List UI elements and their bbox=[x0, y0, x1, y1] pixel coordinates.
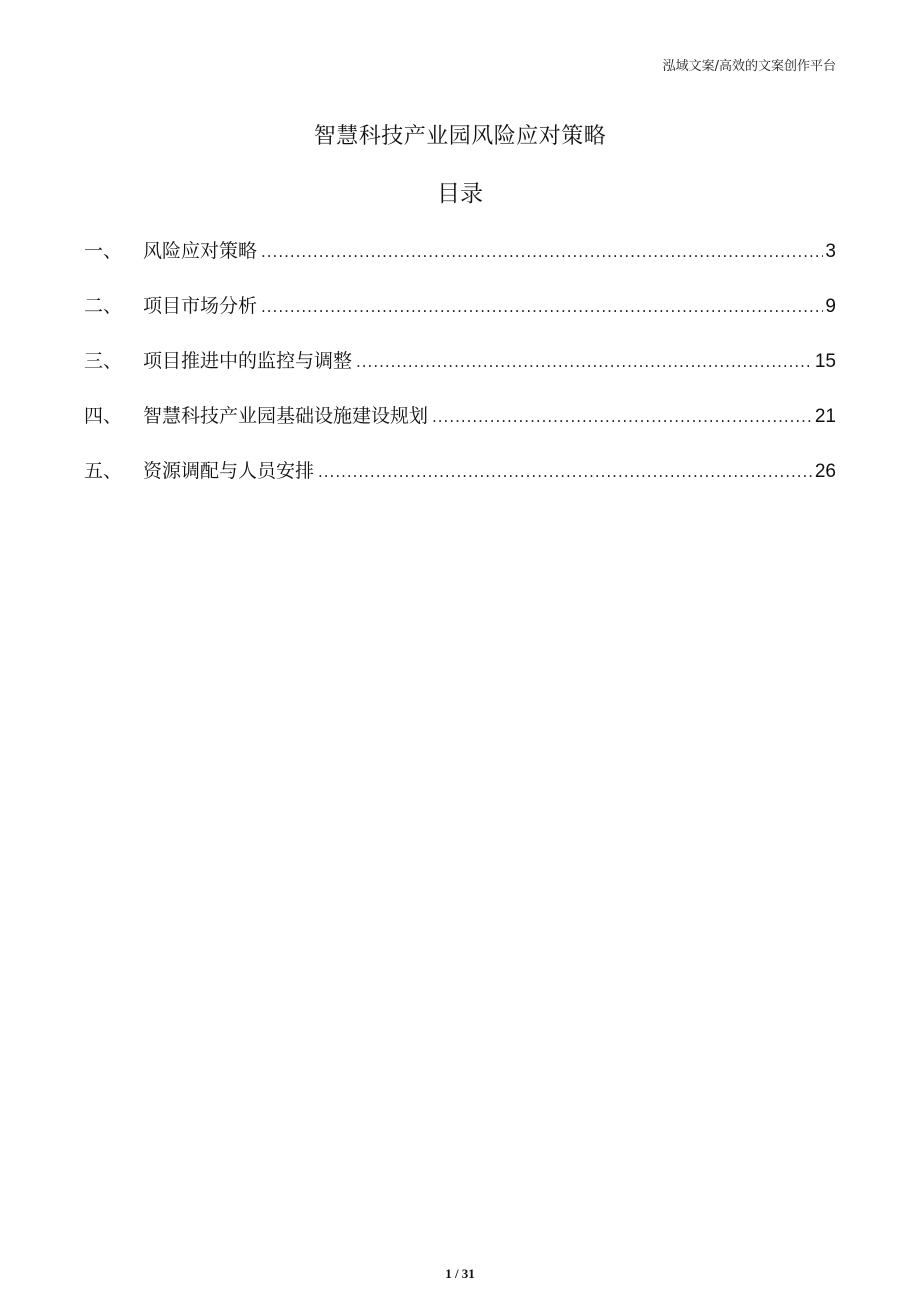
toc-entry-2[interactable] bbox=[84, 288, 836, 343]
toc-entry-title: 风险应对策略 bbox=[143, 240, 258, 262]
toc-entry-number: 五、 bbox=[84, 460, 123, 482]
table-of-contents bbox=[84, 233, 836, 508]
toc-entry-title: 项目推进中的监控与调整 bbox=[143, 350, 353, 372]
toc-dot-leader bbox=[261, 289, 823, 325]
page-header: 泓域文案/高效的文案创作平台 bbox=[662, 59, 836, 74]
toc-entry-page: 21 bbox=[814, 406, 836, 427]
toc-entry-3[interactable] bbox=[84, 343, 836, 398]
toc-entry-number: 一、 bbox=[84, 240, 123, 262]
toc-entry-page: 26 bbox=[814, 461, 836, 482]
toc-entry-title: 资源调配与人员安排 bbox=[143, 460, 315, 482]
toc-dot-leader bbox=[318, 454, 813, 490]
document-title: 智慧科技产业园风险应对策略 bbox=[313, 124, 607, 149]
toc-entry-number: 四、 bbox=[84, 405, 123, 427]
toc-entry-number: 二、 bbox=[84, 295, 123, 317]
toc-entry-4[interactable] bbox=[84, 398, 836, 453]
toc-dot-leader bbox=[356, 344, 813, 380]
toc-entry-page: 9 bbox=[825, 296, 836, 317]
header-divider bbox=[84, 82, 836, 83]
toc-entry-1[interactable] bbox=[84, 233, 836, 288]
toc-entry-page: 15 bbox=[814, 351, 836, 372]
toc-entry-5[interactable] bbox=[84, 453, 836, 508]
toc-entry-title: 智慧科技产业园基础设施建设规划 bbox=[143, 405, 429, 427]
toc-entry-page: 3 bbox=[825, 241, 836, 262]
toc-dot-leader bbox=[432, 399, 813, 435]
toc-heading: 目录 bbox=[437, 181, 483, 207]
toc-entry-title: 项目市场分析 bbox=[143, 295, 258, 317]
toc-dot-leader bbox=[261, 234, 823, 270]
page-number-footer: 1 / 31 bbox=[445, 1266, 475, 1281]
toc-entry-number: 三、 bbox=[84, 350, 123, 372]
